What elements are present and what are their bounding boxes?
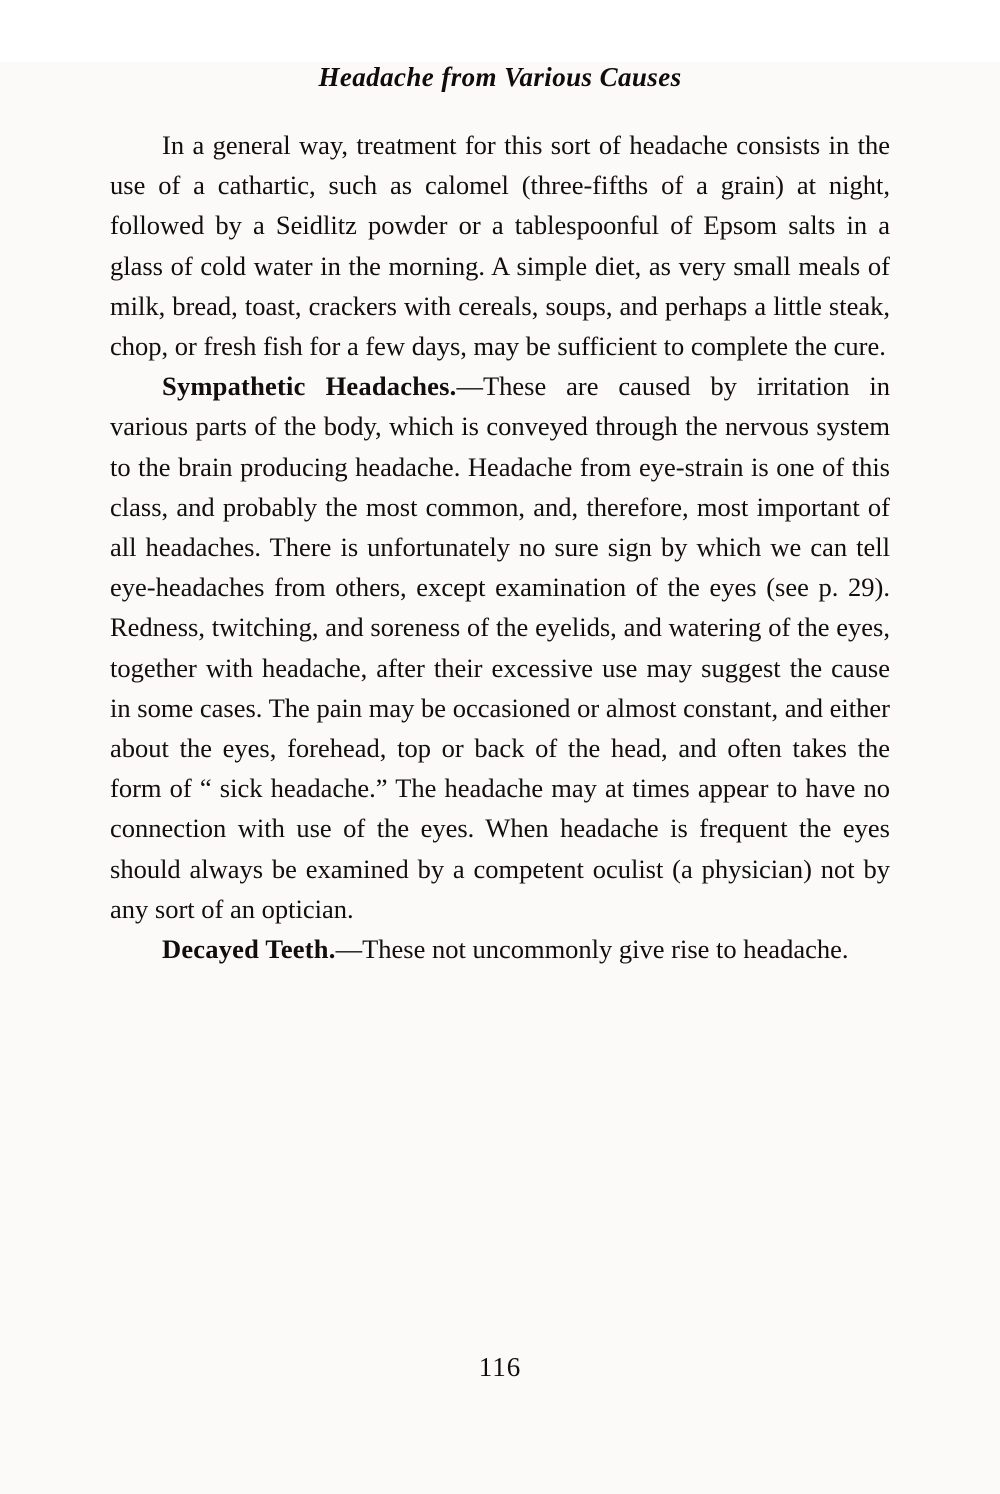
- body-text-column: [110, 125, 890, 969]
- run-in-heading-sympathetic-headaches: Sympathetic Headaches.: [162, 371, 457, 402]
- page-number: 116: [478, 1352, 522, 1382]
- paragraph-treatment: [110, 125, 890, 366]
- running-head: Headache from Various Causes: [318, 62, 682, 92]
- paragraph-decayed-teeth: [110, 929, 890, 969]
- paragraph-text: —These not uncommonly give rise to headache.: [335, 934, 849, 965]
- run-in-heading-decayed-teeth: Decayed Teeth.: [162, 934, 336, 965]
- paragraph-text: In a general way, treatment for this sort of headache consists in the use of a cathartic, such as calomel (three-fifths of a grain) at night, followed by a Seidlitz powder or a tablespoonful of Epsom salts in a glass of cold water in the morning. A simple diet, as very small meals of milk, bread, toast, crackers with cereals, soups, and perhaps a little steak, chop, or fresh fish for a few days, may be sufficient to complete the cure.: [110, 130, 890, 362]
- paragraph-sympathetic-headaches: [110, 366, 890, 929]
- paragraph-text: —These are caused by irritation in various parts of the body, which is conveyed through the nervous system to the brain producing headache. Headache from eye-strain is one of this class, and probably the most common, and, therefore, most important of all headaches. There is unfortunately no sure sign by which we can tell eye-headaches from others, except examination of the eyes (see p. 29). Redness, twitching, and soreness of the eyelids, and watering of the eyes, together with headache, after their excessive use may suggest the cause in some cases. The pain may be occasioned or almost constant, and either about the eyes, forehead, top or back of the head, and often takes the form of “ sick headache.” The headache may at times appear to have no connection with use of the eyes. When headache is frequent the eyes should always be examined by a competent oculist (a physician) not by any sort of an optician.: [110, 371, 890, 924]
- document-page: [0, 62, 1000, 1494]
